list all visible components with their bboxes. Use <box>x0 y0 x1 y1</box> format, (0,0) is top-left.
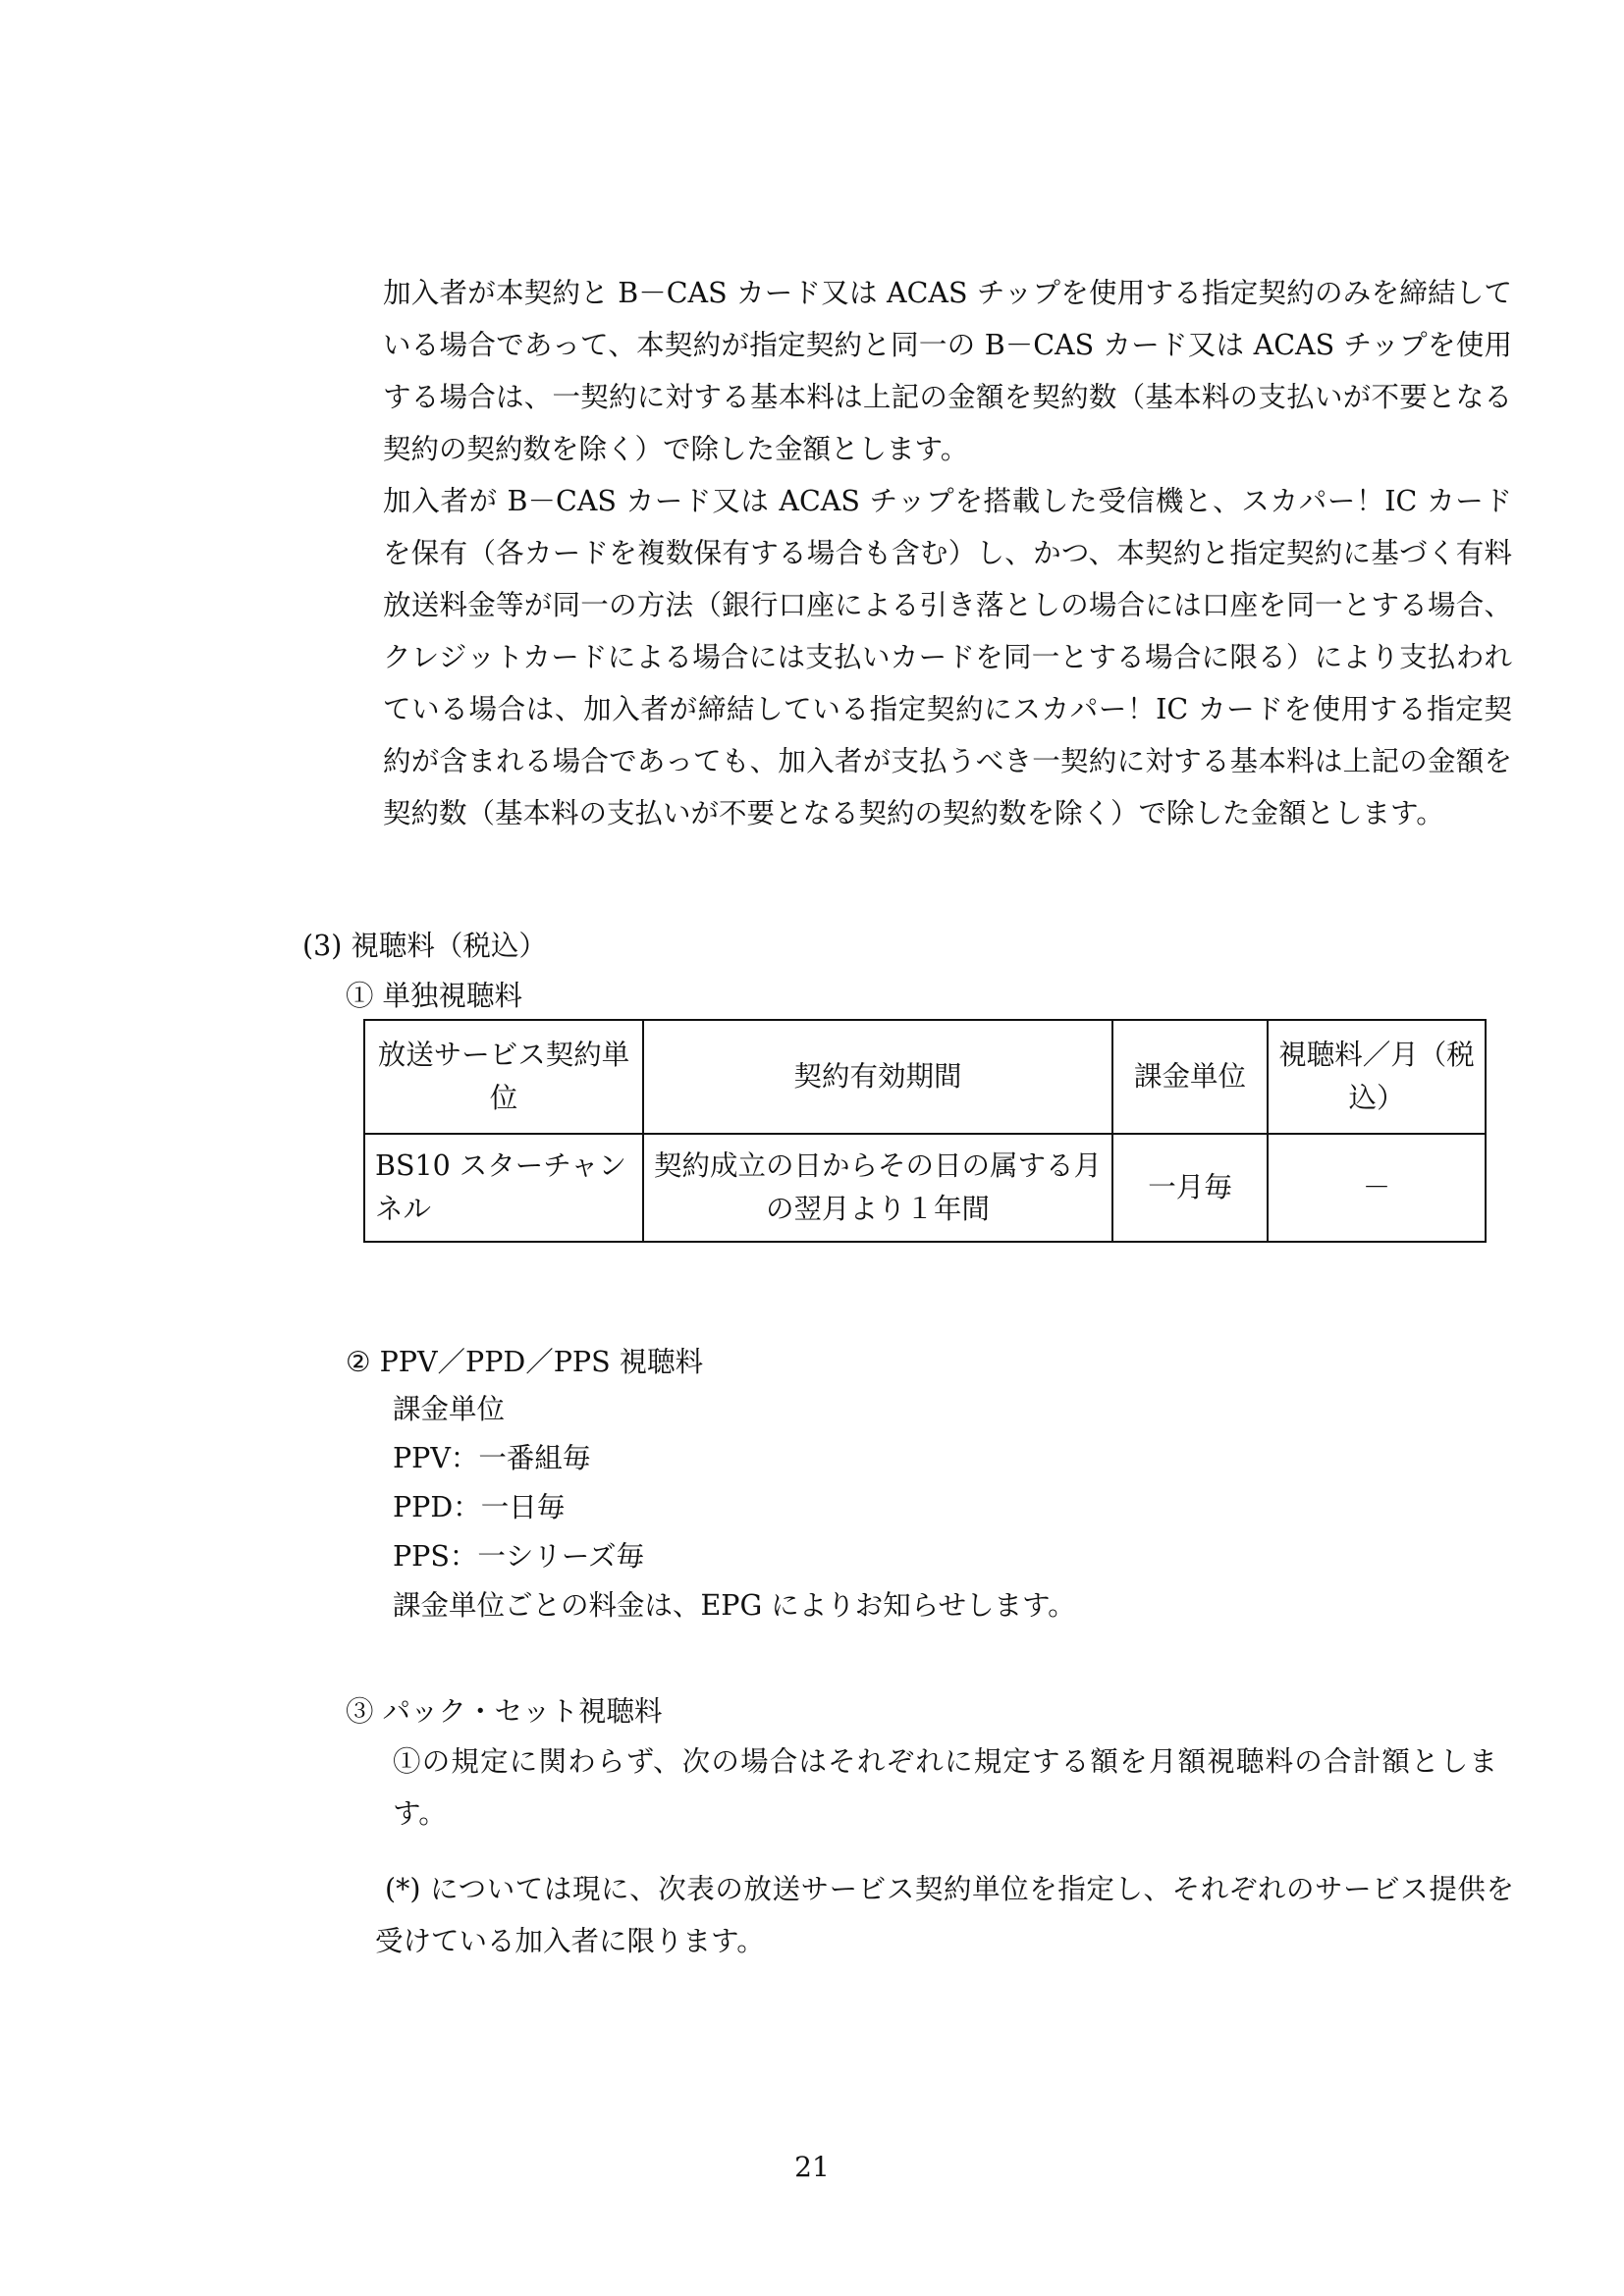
table-row <box>364 1134 1486 1242</box>
list-item: 課金単位 <box>393 1393 506 1425</box>
list-item: 課金単位ごとの料金は、EPG によりお知らせします。 <box>393 1589 1076 1622</box>
table-header-cell: 放送サービス契約単位 <box>364 1020 643 1134</box>
table-cell-service: BS10 スターチャンネル <box>364 1134 643 1242</box>
table-cell-fee: － <box>1268 1134 1486 1242</box>
section-title-viewing-fee: (3) 視聴料（税込） <box>302 930 547 962</box>
paragraph-basic-fee-bcas: 加入者が本契約と B－CAS カード又は ACAS チップを使用する指定契約のみを締結している場合であって、本契約が指定契約と同一の B－CAS カード又は ACAS チップを使用する場合は、一契約に対する基本料は上記の金額を契約数（基本料の支払いが不要となる契約の契約数を除く）で除した金額とします。 <box>383 277 1512 465</box>
pack-fee-text: ①の規定に関わらず、次の場合はそれぞれに規定する額を月額視聴料の合計額とします。 <box>393 1745 1497 1830</box>
page-number: 21 <box>794 2151 830 2183</box>
list-item: PPS：一シリーズ毎 <box>393 1540 644 1573</box>
table-header-row <box>364 1020 1486 1134</box>
list-item: PPD：一日毎 <box>393 1491 566 1523</box>
single-viewing-fee-table <box>363 1019 1487 1243</box>
note-text: (*) については現に、次表の放送サービス契約単位を指定し、それぞれのサービス提供を受けている加入者に限ります。 <box>375 1873 1514 1957</box>
subsection-title-single-fee: ① 単独視聴料 <box>346 980 523 1012</box>
paragraph-basic-fee-multicard: 加入者が B－CAS カード又は ACAS チップを搭載した受信機と、スカパー！IC カードを保有（各カードを複数保有する場合も含む）し、かつ、本契約と指定契約に基づく有料放送料金等が同一の方法（銀行口座による引き落としの場合には口座を同一とする場合、クレジットカードによる場合には支払いカードを同一とする場合に限る）により支払われている場合は、加入者が締結している指定契約にスカパー！IC カードを使用する指定契約が含まれる場合であっても、加入者が支払うべき一契約に対する基本料は上記の金額を契約数（基本料の支払いが不要となる契約の契約数を除く）で除した金額とします。 <box>383 485 1512 829</box>
list-item: PPV：一番組毎 <box>393 1442 591 1474</box>
table-cell-period: 契約成立の日からその日の属する月の翌月より１年間 <box>643 1134 1112 1242</box>
table-cell-billing-unit: 一月毎 <box>1112 1134 1268 1242</box>
table-header-cell: 視聴料／月（税込） <box>1268 1020 1486 1134</box>
subsection-title-ppv: ② PPV／PPD／PPS 視聴料 <box>346 1346 704 1378</box>
table-header-cell: 課金単位 <box>1112 1020 1268 1134</box>
subsection-title-pack: ③ パック・セット視聴料 <box>346 1695 663 1728</box>
ppv-billing-list <box>393 1385 1076 1630</box>
table-header-cell: 契約有効期間 <box>643 1020 1112 1134</box>
